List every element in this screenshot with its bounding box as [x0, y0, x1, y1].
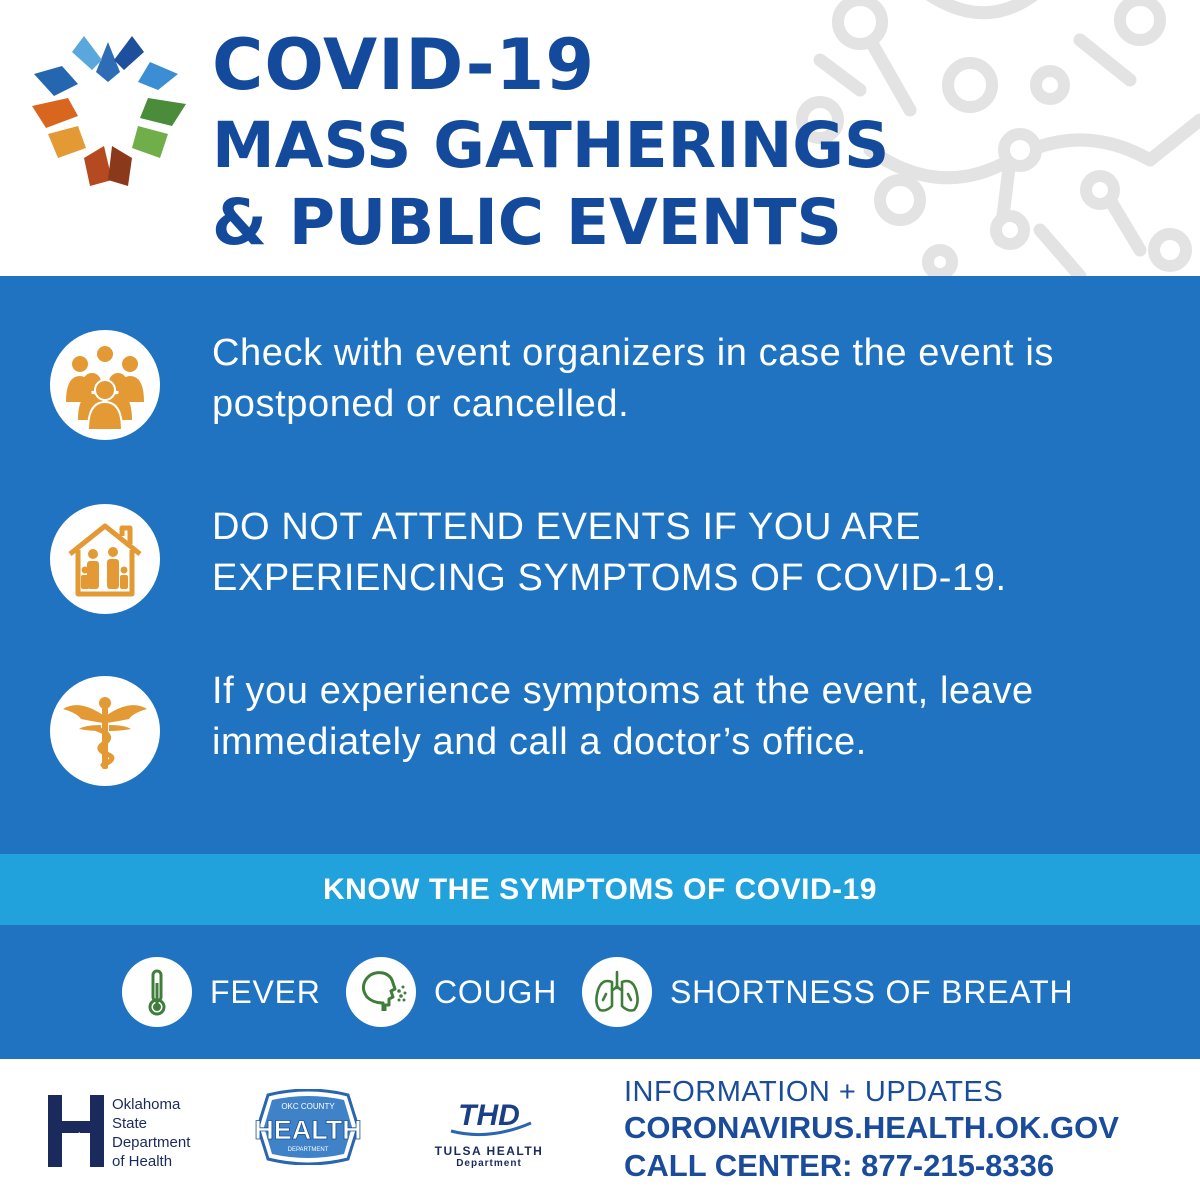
okc-bottom-text: DEPARTMENT: [287, 1147, 329, 1153]
caduceus-icon: [50, 676, 160, 786]
title-line-2: MASS GATHERINGS: [212, 109, 890, 182]
footer: [0, 1059, 1200, 1200]
tulsa-health-logo: [424, 1097, 554, 1169]
thermometer-icon: [122, 957, 192, 1027]
symptom-shortness-of-breath: [582, 957, 1073, 1027]
symptoms-heading: KNOW THE SYMPTOMS OF COVID-19: [323, 872, 877, 906]
thd-mark-text: THD: [458, 1099, 520, 1132]
family-home-icon: [50, 504, 160, 614]
header: [0, 0, 1200, 276]
symptom-cough: [346, 957, 557, 1027]
main-panel: [0, 276, 1200, 854]
title-block: [212, 24, 1032, 259]
thd-dept: Department: [456, 1158, 522, 1169]
symptoms-panel: [0, 925, 1200, 1059]
crowd-icon: [50, 330, 160, 440]
guideline-text: DO NOT ATTEND EVENTS IF YOU ARE EXPERIENCING SYMPTOMS OF COVID-19.: [212, 506, 1007, 599]
info-label: INFORMATION + UPDATES: [624, 1076, 1004, 1108]
lungs-icon: [582, 957, 652, 1027]
call-center-number[interactable]: CALL CENTER: 877-215-8336: [624, 1148, 1055, 1183]
title-line-1: COVID-19: [212, 24, 596, 106]
oklahoma-star-logo-icon: [28, 30, 188, 190]
guideline-text: If you experience symptoms at the event, leave immediately and call a doctor’s office.: [212, 670, 1034, 763]
okc-main-text: HEALTH: [254, 1115, 362, 1145]
symptoms-heading-bar: [0, 854, 1200, 925]
okc-top-text: OKC COUNTY: [281, 1102, 335, 1111]
osdh-text: Oklahoma State Department of Health: [112, 1096, 191, 1170]
symptom-label: SHORTNESS OF BREATH: [670, 973, 1074, 1010]
osdh-logo: [46, 1095, 190, 1171]
thd-mark-icon: [439, 1097, 539, 1137]
cough-icon: [346, 957, 416, 1027]
okc-health-logo: [248, 1089, 368, 1170]
info-block: [624, 1075, 1184, 1185]
guideline-text: Check with event organizers in case the event is postponed or cancelled.: [212, 332, 1054, 425]
symptom-label: COUGH: [434, 973, 558, 1010]
info-url-link[interactable]: CORONAVIRUS.HEALTH.OK.GOV: [624, 1110, 1119, 1145]
symptom-fever: [122, 957, 321, 1027]
title-line-3: & PUBLIC EVENTS: [212, 186, 842, 259]
osdh-h-apple-icon: [46, 1095, 106, 1167]
symptom-label: FEVER: [210, 973, 321, 1010]
thd-name: TULSA HEALTH: [434, 1144, 544, 1158]
